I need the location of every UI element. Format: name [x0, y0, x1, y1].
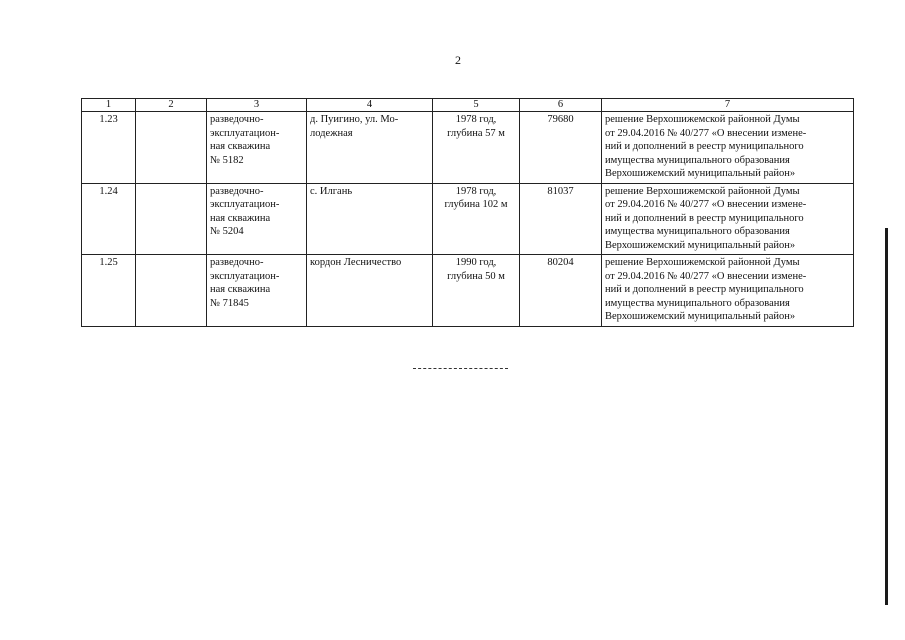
row-number-cell: 1.24 [82, 183, 136, 255]
end-of-document-divider [413, 368, 508, 369]
address-cell: д. Пуигино, ул. Мо- лодежная [307, 112, 433, 184]
value-cell: 80204 [520, 255, 602, 327]
object-name-cell: разведочно- эксплуатацион- ная скважина № 71845 [207, 255, 307, 327]
basis-cell: решение Верхошижемской районной Думы от 29.04.2016 № 40/277 «О внесении измене- ний и дополнений в реестр муниципального имущества муниципального образования Верхошижемский муниципальный район» [602, 183, 854, 255]
column-header: 4 [307, 99, 433, 112]
column-header: 6 [520, 99, 602, 112]
row-number-cell: 1.23 [82, 112, 136, 184]
object-name-cell: разведочно- эксплуатацион- ная скважина № 5204 [207, 183, 307, 255]
specification-cell: 1978 год, глубина 57 м [433, 112, 520, 184]
column-header: 5 [433, 99, 520, 112]
specification-cell: 1978 год, глубина 102 м [433, 183, 520, 255]
page-number: 2 [455, 53, 461, 67]
table-row [82, 112, 854, 184]
column-header: 2 [136, 99, 207, 112]
header-row [82, 99, 854, 112]
empty-cell [136, 255, 207, 327]
scan-edge-line [885, 228, 888, 605]
value-cell: 81037 [520, 183, 602, 255]
empty-cell [136, 112, 207, 184]
object-name-cell: разведочно- эксплуатацион- ная скважина № 5182 [207, 112, 307, 184]
table-row [82, 183, 854, 255]
value-cell: 79680 [520, 112, 602, 184]
basis-cell: решение Верхошижемской районной Думы от 29.04.2016 № 40/277 «О внесении измене- ний и дополнений в реестр муниципального имущества муниципального образования Верхошижемский муниципальный район» [602, 112, 854, 184]
column-header: 1 [82, 99, 136, 112]
row-number-cell: 1.25 [82, 255, 136, 327]
column-header: 3 [207, 99, 307, 112]
address-cell: кордон Лесничество [307, 255, 433, 327]
column-header: 7 [602, 99, 854, 112]
property-registry-table [81, 98, 854, 327]
basis-cell: решение Верхошижемской районной Думы от 29.04.2016 № 40/277 «О внесении измене- ний и дополнений в реестр муниципального имущества муниципального образования Верхошижемский муниципальный район» [602, 255, 854, 327]
specification-cell: 1990 год, глубина 50 м [433, 255, 520, 327]
address-cell: с. Илгань [307, 183, 433, 255]
table-row [82, 255, 854, 327]
empty-cell [136, 183, 207, 255]
